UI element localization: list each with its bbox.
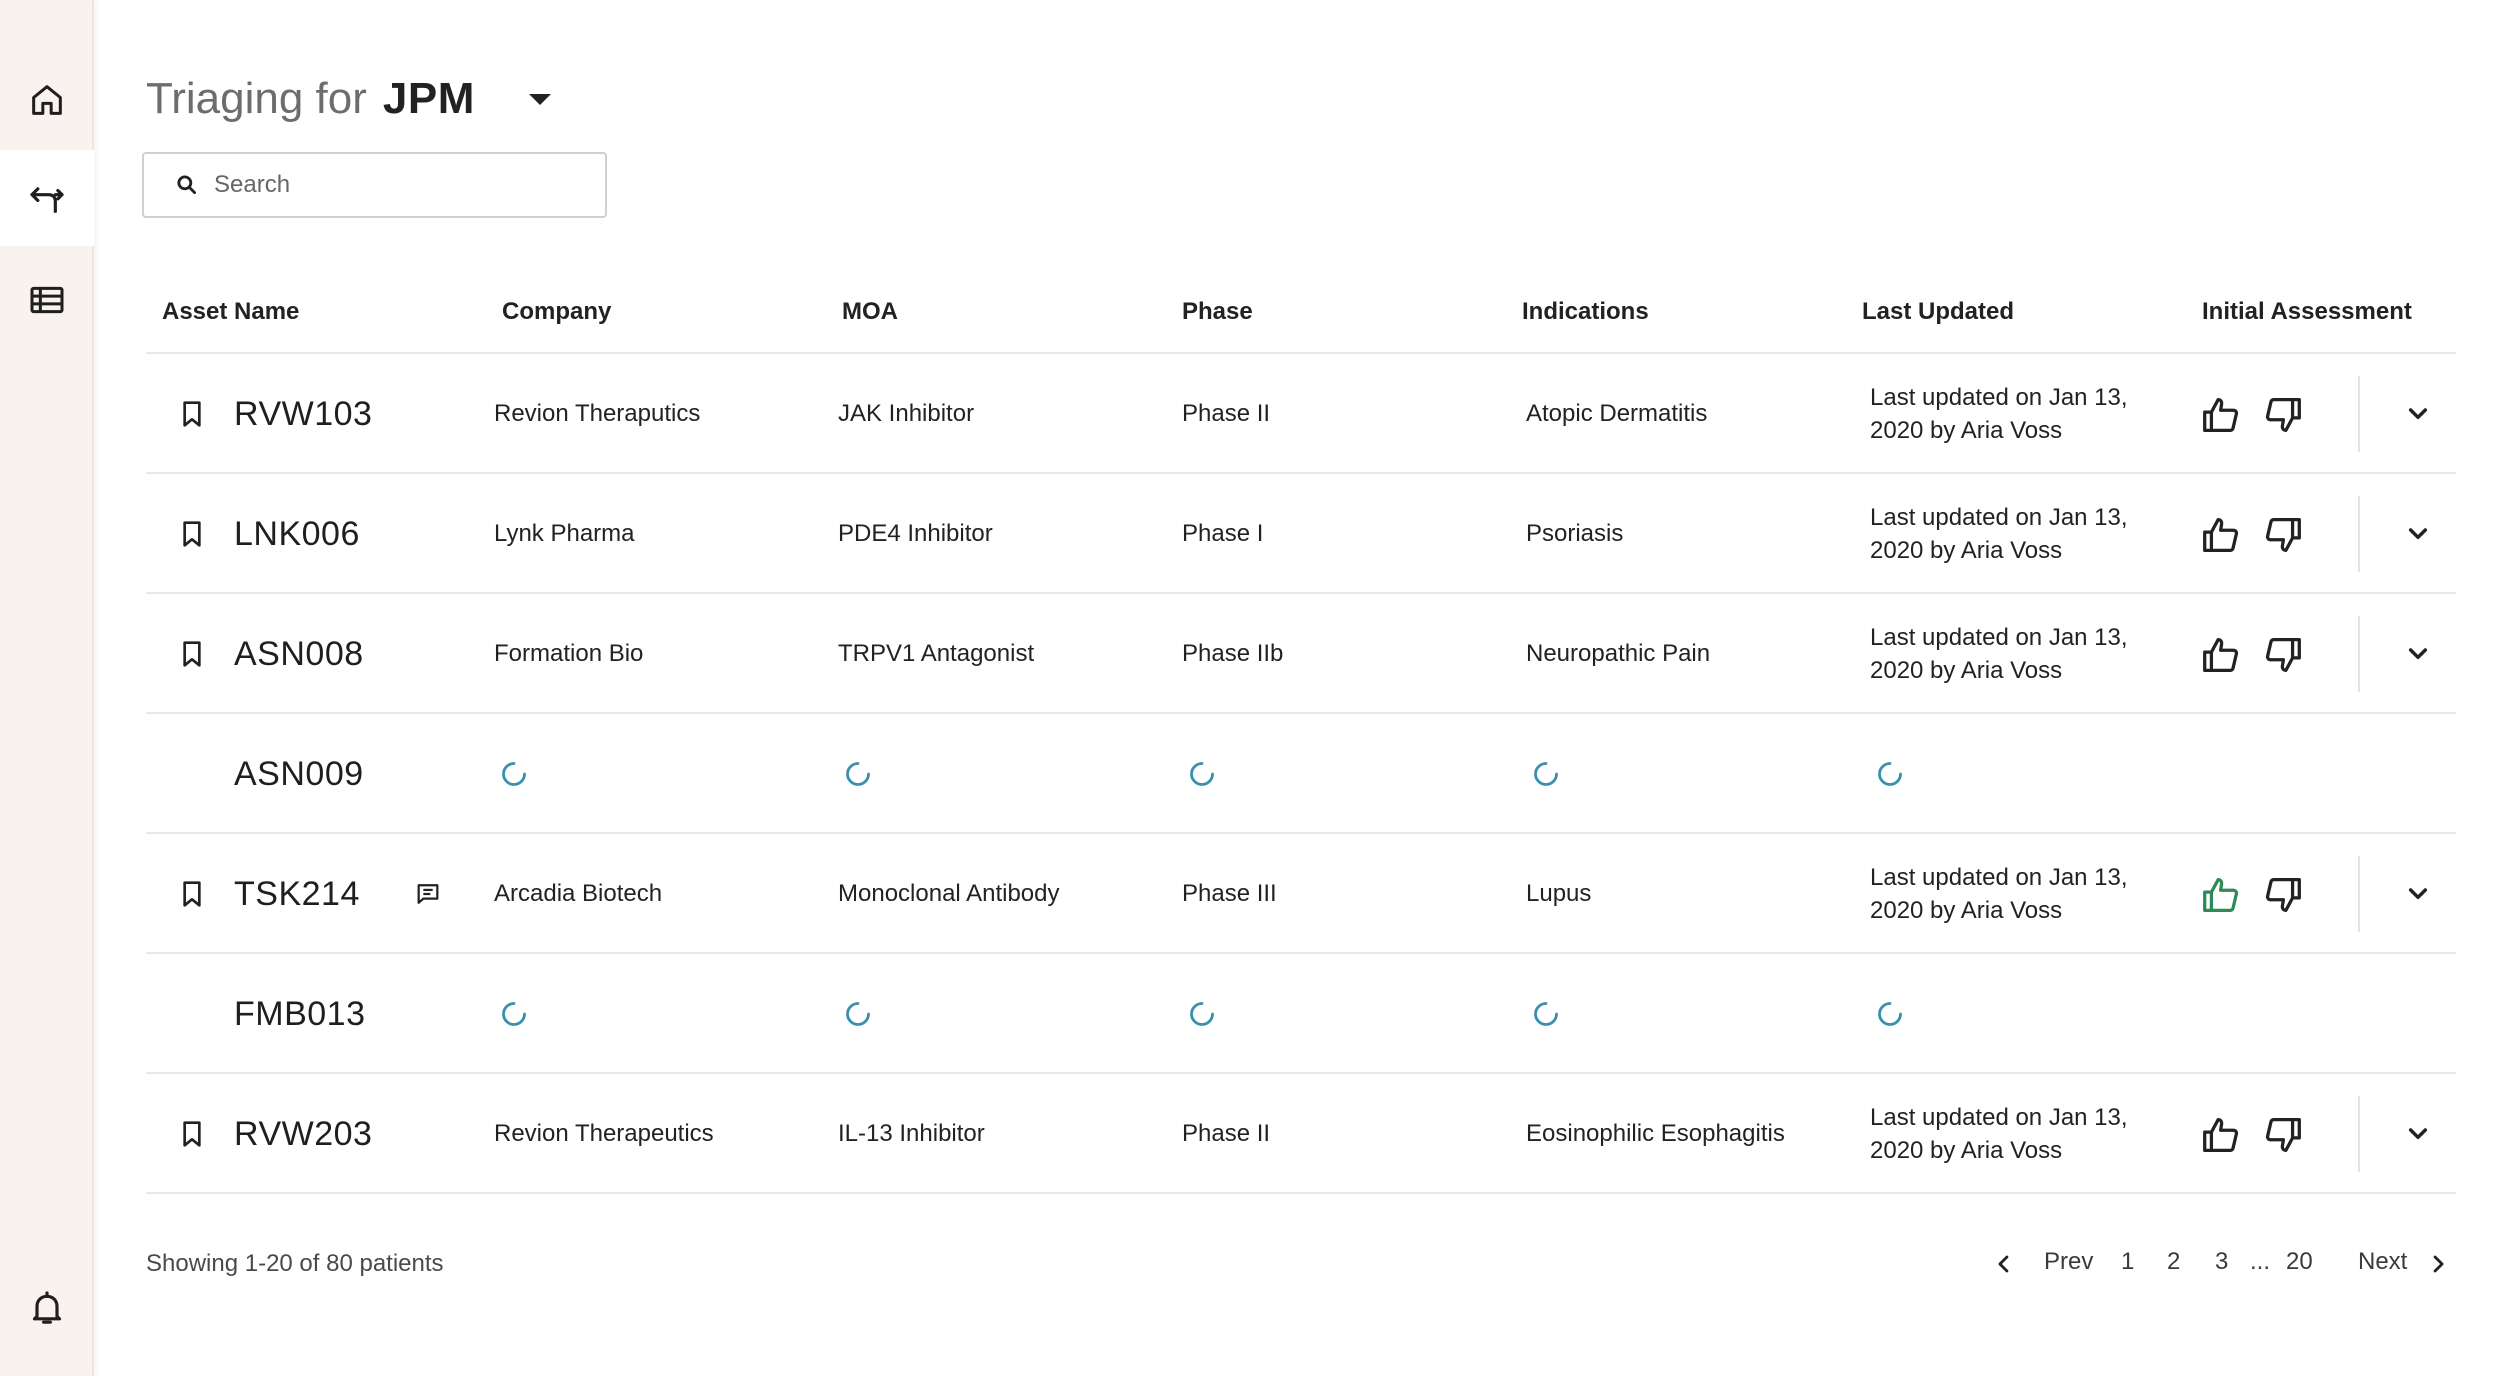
phase-cell: Phase II [1182,400,1271,427]
phase-loading-spinner [1188,760,1216,788]
moa-loading-spinner [844,760,872,788]
expand-row-chevron-icon[interactable] [2402,398,2434,430]
phase-cell: Phase I [1182,520,1264,547]
thumbs-up-icon[interactable] [2198,512,2244,558]
moa-loading-spinner [844,1000,872,1028]
last-updated-date: Last updated on Jan 13, [1870,504,2128,531]
thumbs-down-icon[interactable] [2260,632,2306,678]
table-row[interactable] [146,714,2456,834]
last-updated-date: Last updated on Jan 13, [1870,624,2128,651]
table-list-icon [27,280,67,320]
indication-cell: Neuropathic Pain [1526,640,1711,667]
indication-cell: Psoriasis [1526,520,1624,547]
assessment-divider [2358,616,2360,692]
indication-cell: Atopic Dermatitis [1526,400,1708,427]
search-input[interactable] [214,171,594,199]
last-updated-by: 2020 by Aria Voss [1870,657,2063,684]
last-updated-by: 2020 by Aria Voss [1870,897,2063,924]
table-row[interactable] [146,354,2456,474]
moa-cell: JAK Inhibitor [838,400,975,427]
moa-cell: Monoclonal Antibody [838,880,1060,907]
phase-cell: Phase III [1182,880,1277,907]
search-box [142,152,607,218]
bookmark-icon[interactable] [176,876,208,912]
thumbs-up-icon[interactable] [2198,872,2244,918]
column-header-indications: Indications [1522,298,1649,325]
page-2-button[interactable]: 2 [2167,1248,2181,1275]
home-icon [27,80,67,120]
last-updated-date: Last updated on Jan 13, [1870,1104,2128,1131]
asset-name[interactable]: LNK006 [234,514,360,553]
updated-loading-spinner [1876,1000,1904,1028]
assessment-divider [2358,376,2360,452]
last-updated-by: 2020 by Aria Voss [1870,1137,2063,1164]
assessment-divider [2358,856,2360,932]
asset-name[interactable]: ASN008 [234,634,364,673]
prev-page-button[interactable]: Prev [2044,1248,2094,1275]
expand-row-chevron-icon[interactable] [2402,518,2434,550]
comment-icon[interactable] [414,880,442,908]
company-cell: Revion Therapeutics [494,1120,714,1147]
indication-cell: Eosinophilic Esophagitis [1526,1120,1785,1147]
indication-cell: Lupus [1526,880,1592,907]
expand-row-chevron-icon[interactable] [2402,1118,2434,1150]
selected-entity[interactable]: JPM [382,74,475,123]
thumbs-down-icon[interactable] [2260,392,2306,438]
bookmark-icon[interactable] [176,396,208,432]
phase-loading-spinner [1188,1000,1216,1028]
table-header [146,276,2456,354]
thumbs-down-icon[interactable] [2260,512,2306,558]
chevron-left-icon[interactable] [1990,1250,2018,1278]
column-header-initial-assessment: Initial Assessment [2202,298,2412,325]
page-1-button[interactable]: 1 [2121,1248,2135,1275]
thumbs-up-icon[interactable] [2198,1112,2244,1158]
company-cell: Arcadia Biotech [494,880,663,907]
asset-name[interactable]: TSK214 [234,874,360,913]
bookmark-icon[interactable] [176,1116,208,1152]
company-cell: Revion Theraputics [494,400,701,427]
column-header-company: Company [502,298,612,325]
indication-loading-spinner [1532,760,1560,788]
assessment-divider [2358,1096,2360,1172]
nav-home-button[interactable] [0,52,94,148]
triage-arrows-icon [27,178,67,218]
phase-cell: Phase II [1182,1120,1271,1147]
pagination-summary: Showing 1-20 of 80 patients [146,1250,444,1277]
bell-icon [27,1288,67,1328]
bookmark-icon[interactable] [176,636,208,672]
asset-name[interactable]: FMB013 [234,994,366,1033]
column-header-last-updated: Last Updated [1862,298,2015,325]
next-page-button[interactable]: Next [2358,1248,2408,1275]
column-header-phase: Phase [1182,298,1253,325]
thumbs-up-icon[interactable] [2198,632,2244,678]
last-updated-by: 2020 by Aria Voss [1870,417,2063,444]
moa-cell: PDE4 Inhibitor [838,520,993,547]
phase-cell: Phase IIb [1182,640,1284,667]
column-header-asset-name: Asset Name [162,298,300,325]
last-updated-date: Last updated on Jan 13, [1870,384,2128,411]
asset-name[interactable]: RVW203 [234,1114,373,1153]
last-updated-by: 2020 by Aria Voss [1870,537,2063,564]
company-cell: Formation Bio [494,640,644,667]
notifications-button[interactable] [0,1260,94,1356]
indication-loading-spinner [1532,1000,1560,1028]
table-row[interactable] [146,1074,2456,1194]
page-title-label: Triaging for [146,74,367,123]
asset-name[interactable]: ASN009 [234,754,364,793]
chevron-right-icon[interactable] [2424,1250,2452,1278]
page-20-button[interactable]: 20 [2286,1248,2313,1275]
asset-name[interactable]: RVW103 [234,394,373,433]
table-row[interactable] [146,834,2456,954]
company-cell: Lynk Pharma [494,520,635,547]
table-row[interactable] [146,954,2456,1074]
page-3-button[interactable]: 3 [2215,1248,2229,1275]
thumbs-up-icon[interactable] [2198,392,2244,438]
page-header [146,64,551,134]
thumbs-down-icon[interactable] [2260,872,2306,918]
entity-dropdown-caret-icon[interactable] [529,94,551,105]
table-row[interactable] [146,474,2456,594]
bookmark-icon[interactable] [176,516,208,552]
table-body [146,354,2456,1194]
table-row[interactable] [146,594,2456,714]
expand-row-chevron-icon[interactable] [2402,878,2434,910]
moa-cell: IL-13 Inhibitor [838,1120,985,1147]
expand-row-chevron-icon[interactable] [2402,638,2434,670]
nav-triage-button[interactable] [0,150,94,246]
thumbs-down-icon[interactable] [2260,1112,2306,1158]
company-loading-spinner [500,760,528,788]
search-icon [174,172,200,198]
assessment-divider [2358,496,2360,572]
pagination [1990,1248,2460,1280]
moa-cell: TRPV1 Antagonist [838,640,1035,667]
company-loading-spinner [500,1000,528,1028]
last-updated-date: Last updated on Jan 13, [1870,864,2128,891]
page-ellipsis: ... [2250,1248,2271,1275]
nav-table-button[interactable] [0,252,94,348]
assets-table [146,276,2456,1194]
sidebar [0,0,94,1376]
updated-loading-spinner [1876,760,1904,788]
column-header-moa: MOA [842,298,898,325]
